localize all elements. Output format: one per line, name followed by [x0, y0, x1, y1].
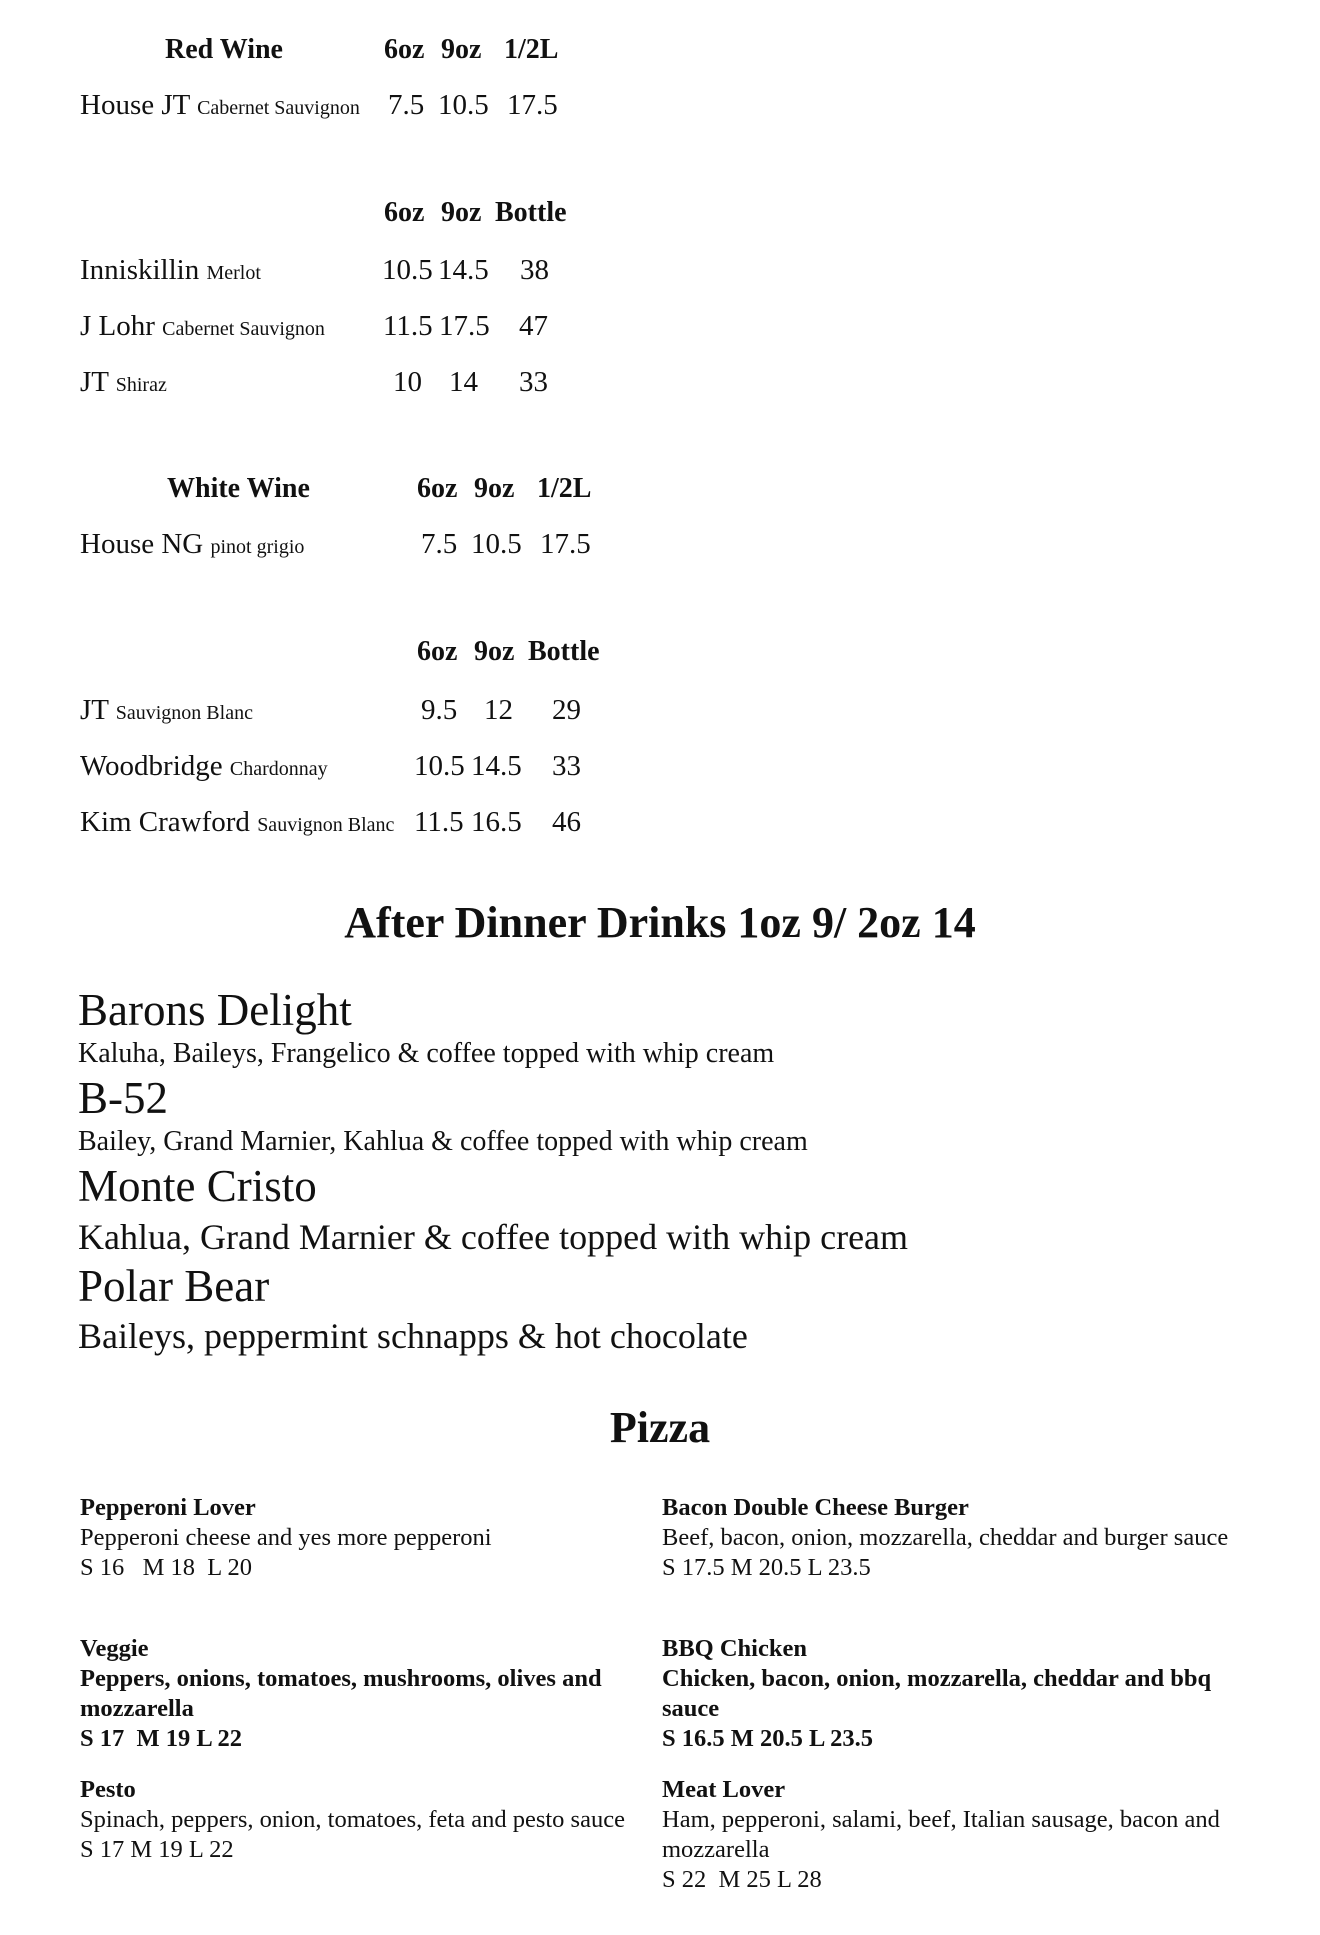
pizza-item-pepperoni-lover: [80, 1493, 668, 1583]
size-header-9oz: 9oz: [441, 197, 482, 228]
wine-name: JT: [80, 366, 109, 398]
pizza-item-bbq-chicken: [662, 1634, 1250, 1754]
drink-description: Baileys, peppermint schnapps & hot chocolate: [78, 1316, 748, 1356]
wine-variety: Sauvignon Blanc: [115, 702, 253, 724]
pizza-name: Bacon Double Cheese Burger: [662, 1494, 969, 1521]
price-9oz: 14: [449, 366, 478, 398]
price-9oz: 14.5: [438, 254, 489, 286]
wine-name: J Lohr: [80, 310, 155, 342]
pizza-description: Peppers, onions, tomatoes, mushrooms, olives and mozzarella: [80, 1665, 602, 1722]
price-6oz: 11.5: [414, 806, 464, 838]
price-bottle: 29: [552, 694, 581, 726]
pizza-item-veggie: [80, 1634, 668, 1754]
wine-name: House NG: [80, 528, 204, 560]
drink-name: Polar Bear: [78, 1261, 270, 1311]
wine-name: JT: [80, 694, 109, 726]
size-header-6oz: 6oz: [384, 34, 425, 65]
price-9oz: 12: [484, 694, 513, 726]
price-bottle: 33: [552, 750, 581, 782]
pizza-description: Ham, pepperoni, salami, beef, Italian sausage, bacon and mozzarella: [662, 1806, 1220, 1863]
after-dinner-title: After Dinner Drinks 1oz 9/ 2oz 14: [344, 898, 976, 947]
drink-description: Kaluha, Baileys, Frangelico & coffee topped with whip cream: [78, 1038, 775, 1069]
wine-row-inniskillin: [80, 256, 261, 285]
price-9oz: 17.5: [439, 310, 490, 342]
price-6oz: 9.5: [421, 694, 458, 726]
red-wine-title: Red Wine: [165, 34, 283, 65]
price-9oz: 14.5: [471, 750, 522, 782]
wine-variety: Merlot: [206, 262, 261, 284]
price-6oz: 10.5: [414, 750, 465, 782]
drink-name: Barons Delight: [78, 985, 352, 1035]
wine-variety: Cabernet Sauvignon: [162, 318, 325, 340]
size-header-6oz: 6oz: [417, 473, 458, 504]
drink-name: Monte Cristo: [78, 1161, 317, 1211]
drink-description: Kahlua, Grand Marnier & coffee topped with whip cream: [78, 1217, 909, 1257]
price-6oz: 10.5: [382, 254, 433, 286]
white-wine-title: White Wine: [167, 473, 310, 504]
size-header-9oz: 9oz: [441, 34, 482, 65]
wine-variety: Chardonnay: [229, 758, 328, 780]
size-header-9oz: 9oz: [474, 473, 515, 504]
wine-row-house-ng: [80, 530, 304, 559]
pizza-prices: S 17.5 M 20.5 L 23.5: [662, 1554, 871, 1581]
pizza-description: Pepperoni cheese and yes more pepperoni: [80, 1524, 492, 1551]
pizza-description: Spinach, peppers, onion, tomatoes, feta and pesto sauce: [80, 1806, 625, 1833]
wine-name: House JT: [80, 89, 190, 121]
pizza-name: Meat Lover: [662, 1776, 786, 1803]
pizza-name: Pesto: [80, 1776, 136, 1803]
wine-row-kim-crawford: [80, 808, 394, 837]
price-6oz: 11.5: [383, 310, 433, 342]
pizza-prices: S 22 M 25 L 28: [662, 1866, 822, 1893]
pizza-item-pesto: [80, 1775, 680, 1865]
pizza-prices: S 16 M 18 L 20: [80, 1554, 252, 1581]
price-bottle: 46: [552, 806, 581, 838]
size-header-6oz: 6oz: [384, 197, 425, 228]
pizza-prices: S 17 M 19 L 22: [80, 1836, 234, 1863]
size-header-half-litre: 1/2L: [504, 34, 559, 65]
pizza-prices: S 16.5 M 20.5 L 23.5: [662, 1725, 873, 1752]
pizza-name: BBQ Chicken: [662, 1635, 807, 1662]
price-9oz: 10.5: [438, 89, 489, 121]
size-header-half-litre: 1/2L: [537, 473, 592, 504]
pizza-item-meat-lover: [662, 1775, 1250, 1895]
pizza-name: Veggie: [80, 1635, 149, 1662]
pizza-description: Beef, bacon, onion, mozzarella, cheddar and burger sauce: [662, 1524, 1229, 1551]
price-half-litre: 17.5: [540, 528, 591, 560]
wine-name: Woodbridge: [80, 750, 223, 782]
drink-name: B-52: [78, 1073, 168, 1123]
wine-row-jt-sauvignon-blanc: [80, 696, 253, 725]
wine-variety: Cabernet Sauvignon: [197, 97, 360, 119]
price-6oz: 10: [393, 366, 422, 398]
pizza-title: Pizza: [609, 1403, 711, 1452]
price-bottle: 47: [519, 310, 548, 342]
price-half-litre: 17.5: [507, 89, 558, 121]
wine-row-house-jt: [80, 91, 360, 120]
pizza-description: Chicken, bacon, onion, mozzarella, cheddar and bbq sauce: [662, 1665, 1212, 1722]
wine-name: Kim Crawford: [80, 806, 250, 838]
price-bottle: 38: [520, 254, 549, 286]
price-6oz: 7.5: [421, 528, 458, 560]
wine-variety: pinot grigio: [210, 536, 305, 558]
wine-variety: Shiraz: [115, 374, 167, 396]
price-bottle: 33: [519, 366, 548, 398]
wine-row-j-lohr: [80, 312, 325, 341]
size-header-6oz: 6oz: [417, 636, 458, 667]
pizza-prices: S 17 M 19 L 22: [80, 1725, 242, 1752]
wine-name: Inniskillin: [80, 254, 200, 286]
size-header-bottle: Bottle: [495, 197, 567, 228]
price-6oz: 7.5: [388, 89, 425, 121]
wine-row-jt-shiraz: [80, 368, 167, 397]
size-header-bottle: Bottle: [528, 636, 600, 667]
drink-description: Bailey, Grand Marnier, Kahlua & coffee topped with whip cream: [78, 1126, 808, 1157]
wine-variety: Sauvignon Blanc: [257, 814, 395, 836]
price-9oz: 10.5: [471, 528, 522, 560]
pizza-name: Pepperoni Lover: [80, 1494, 256, 1521]
wine-row-woodbridge: [80, 752, 328, 781]
pizza-item-bacon-double-cheese-burger: [662, 1493, 1250, 1583]
price-9oz: 16.5: [471, 806, 522, 838]
size-header-9oz: 9oz: [474, 636, 515, 667]
